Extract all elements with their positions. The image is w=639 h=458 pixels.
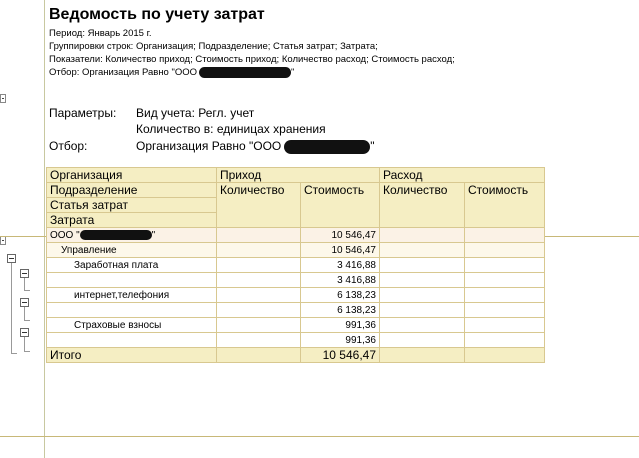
bottom-guide	[0, 436, 639, 437]
header-outcome-qty: Количество	[380, 183, 465, 228]
out-cost	[465, 258, 545, 273]
tree-line-salary	[24, 278, 25, 290]
collapse-internet-icon[interactable]	[20, 298, 29, 307]
org-collapse-icon[interactable]	[0, 236, 6, 245]
table-row-total[interactable]	[47, 348, 545, 363]
in-qty	[217, 273, 301, 288]
tree-line-insurance	[24, 337, 25, 351]
tree-line-division	[11, 263, 12, 353]
org-name-prefix: ООО "	[50, 229, 80, 241]
header-expense: Затрата	[47, 213, 217, 228]
out-cost	[465, 303, 545, 318]
row-label: Заработная плата	[47, 258, 217, 273]
header-income-cost: Стоимость	[301, 183, 380, 228]
table-row-expense[interactable]	[47, 303, 545, 318]
tree-line-internet	[24, 307, 25, 320]
out-qty	[380, 333, 465, 348]
out-qty	[380, 228, 465, 243]
in-qty	[217, 333, 301, 348]
header-division: Подразделение	[47, 183, 217, 198]
param-filter-prefix: Организация Равно "ООО	[136, 139, 282, 153]
in-qty	[217, 228, 301, 243]
in-cost: 6 138,23	[301, 303, 380, 318]
total-label: Итого	[47, 348, 217, 363]
table-row-division[interactable]	[47, 243, 545, 258]
row-label	[47, 303, 217, 318]
in-qty	[217, 243, 301, 258]
out-qty	[380, 318, 465, 333]
header-collapse-icon[interactable]	[0, 94, 6, 103]
redacted-org-name	[199, 67, 291, 78]
row-label	[47, 228, 217, 243]
tree-stub	[24, 320, 30, 321]
table-row-org[interactable]	[47, 228, 545, 243]
out-cost	[465, 318, 545, 333]
out-cost	[465, 273, 545, 288]
table-row-expense-item[interactable]	[47, 318, 545, 333]
out-qty	[380, 303, 465, 318]
in-cost: 991,36	[301, 318, 380, 333]
org-name-suffix: "	[151, 229, 156, 241]
in-cost: 6 138,23	[301, 288, 380, 303]
in-qty	[217, 318, 301, 333]
tree-stub	[11, 353, 17, 354]
total-in-cost: 10 546,47	[301, 348, 380, 363]
params-label: Параметры:	[49, 106, 117, 120]
report-indicators: Показатели: Количество приход; Стоимость приход; Количество расход; Стоимость расход;	[49, 54, 455, 65]
param-filter-label: Отбор:	[49, 139, 88, 153]
in-cost: 3 416,88	[301, 273, 380, 288]
report-period: Период: Январь 2015 г.	[49, 28, 152, 39]
table-row-expense-item[interactable]	[47, 288, 545, 303]
header-outcome-cost: Стоимость	[465, 183, 545, 228]
in-cost: 10 546,47	[301, 228, 380, 243]
out-qty	[380, 258, 465, 273]
in-qty	[217, 258, 301, 273]
redacted-org-name-2	[284, 140, 370, 154]
header-income: Приход	[217, 168, 380, 183]
in-qty	[217, 303, 301, 318]
table-row-expense[interactable]	[47, 273, 545, 288]
collapse-insurance-icon[interactable]	[20, 328, 29, 337]
header-income-qty: Количество	[217, 183, 301, 228]
row-label	[47, 273, 217, 288]
report-title: Ведомость по учету затрат	[49, 6, 265, 23]
out-cost	[465, 288, 545, 303]
row-label: Страховые взносы	[47, 318, 217, 333]
out-cost	[465, 243, 545, 258]
param-quantity-in: Количество в: единицах хранения	[136, 122, 326, 136]
table-row-expense[interactable]	[47, 333, 545, 348]
total-in-qty	[217, 348, 301, 363]
report-filter-suffix: "	[291, 67, 295, 79]
report-filter	[49, 67, 294, 78]
row-label: интернет,телефония	[47, 288, 217, 303]
header-outcome: Расход	[380, 168, 545, 183]
out-qty	[380, 243, 465, 258]
header-org: Организация	[47, 168, 217, 183]
in-cost: 991,36	[301, 333, 380, 348]
report-groupings: Группировки строк: Организация; Подразделение; Статья затрат; Затрата;	[49, 41, 378, 52]
collapse-salary-icon[interactable]	[20, 269, 29, 278]
header-expense-item: Статья затрат	[47, 198, 217, 213]
in-cost: 3 416,88	[301, 258, 380, 273]
out-cost	[465, 333, 545, 348]
total-out-qty	[380, 348, 465, 363]
in-cost: 10 546,47	[301, 243, 380, 258]
table-row-expense-item[interactable]	[47, 258, 545, 273]
report-filter-prefix: Отбор: Организация Равно "ООО	[49, 67, 198, 79]
tree-stub	[24, 290, 30, 291]
param-filter-suffix: "	[370, 139, 375, 153]
redacted-org-name-3	[80, 230, 152, 240]
out-qty	[380, 288, 465, 303]
out-cost	[465, 228, 545, 243]
row-label	[47, 333, 217, 348]
out-qty	[380, 273, 465, 288]
collapse-division-icon[interactable]	[7, 254, 16, 263]
cost-report-table	[46, 167, 545, 363]
gutter-divider	[44, 0, 45, 458]
tree-stub	[24, 351, 30, 352]
param-filter-value	[136, 139, 375, 154]
in-qty	[217, 288, 301, 303]
row-label: Управление	[47, 243, 217, 258]
param-accounting-type: Вид учета: Регл. учет	[136, 106, 255, 120]
row-grouping-gutter	[0, 0, 44, 458]
total-out-cost	[465, 348, 545, 363]
